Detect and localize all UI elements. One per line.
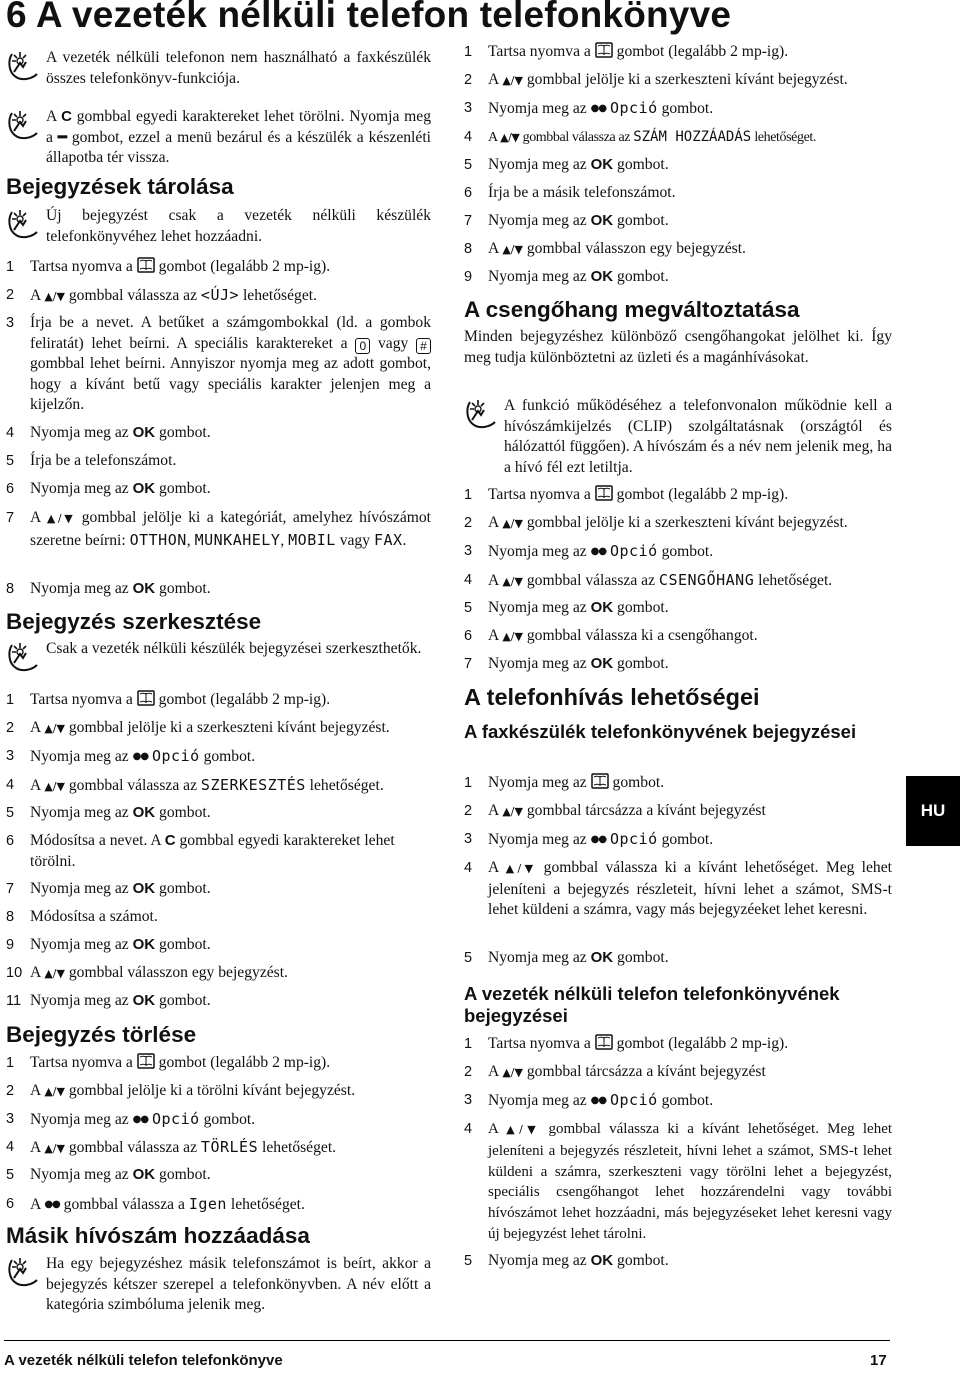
step: 7 Nyomja meg az OK gombot. (464, 655, 669, 672)
step: 2 A ▲/▼ gombbal jelölje ki a szerkeszteni kívánt bejegyzést. (464, 71, 848, 88)
phonebook-key-icon (137, 690, 155, 706)
step: 5 Nyomja meg az OK gombot. (6, 804, 211, 821)
two-dot-softkey-icon: ●● (132, 1114, 149, 1125)
section-heading: Bejegyzés törlése (6, 1022, 197, 1047)
up-down-arrow-icon: ▲/▼ (502, 517, 523, 530)
step: 4 A ▲/▼ gombbal válassza ki a kívánt lehetőséget. Meg lehet jeleníteni a bejegyzés részleteit, hívni lehet a számot, SMS-t lehet küldeni a számra, szerkeszteni vagy törölni lehet a bejegyzést, speciális csengőhangot lehet hozzárendelni vagy további hívószámot lehet hozzáadni, más bejegyzéseket lehet keresni vagy új bejegyzést lehet tárolni. (464, 1121, 893, 1242)
section-heading: Bejegyzés szerkesztése (6, 609, 262, 634)
lightbulb-hand-icon (6, 208, 40, 240)
step: 3 Nyomja meg az ●● Opció gombot. (6, 1110, 256, 1128)
step: 4 A ▲/▼ gombbal válassza az SZERKESZTÉS lehetőséget. (6, 776, 384, 794)
lightbulb-hand-icon (6, 1256, 40, 1288)
step: 5 Nyomja meg az OK gombot. (464, 1252, 669, 1269)
up-down-arrow-icon: ▲/▼ (44, 967, 65, 980)
two-dot-softkey-icon: ●● (44, 1199, 60, 1210)
step: 6 A ●● gombbal válassza a Igen lehetőséget. (6, 1195, 305, 1213)
section-heading: Bejegyzések tárolása (6, 174, 234, 199)
two-dot-softkey-icon: ●● (590, 834, 607, 845)
subsection-heading: A vezeték nélküli telefon telefonkönyvének bejegyzései (464, 983, 840, 1026)
end-call-icon: ━ (57, 128, 67, 146)
lightbulb-hand-icon (6, 641, 40, 673)
tip-box: Új bejegyzést csak a vezeték nélküli készülék telefonkönyvéhez lehet hozzáadni. (6, 206, 431, 247)
step: 3 Nyomja meg az ●● Opció gombot. (464, 1091, 714, 1109)
c-key-icon: C (61, 108, 72, 125)
phonebook-key-icon (595, 1034, 613, 1050)
step: 7 Nyomja meg az OK gombot. (464, 212, 669, 229)
menu-item: <ÚJ> (200, 286, 240, 304)
section-heading: A csengőhang megváltoztatása (464, 297, 800, 322)
step: 8 Nyomja meg az OK gombot. (6, 580, 211, 597)
step: 1 Tartsa nyomva a gombot (legalább 2 mp-ig). (464, 43, 789, 60)
phonebook-key-icon (137, 257, 155, 273)
up-down-arrow-icon: ▲/▼ (44, 722, 65, 735)
up-down-arrow-icon: ▲/▼ (502, 630, 523, 643)
up-down-arrow-icon: ▲/▼ (502, 243, 523, 256)
step: 6 A ▲/▼ gombbal válassza ki a csengőhangot. (464, 627, 758, 644)
step: 2 A ▲/▼ gombbal jelölje ki a szerkeszteni kívánt bejegyzést. (6, 719, 390, 736)
language-tab: HU (906, 776, 960, 846)
up-down-arrow-icon: ▲/▼ (44, 1085, 65, 1098)
phonebook-key-icon (595, 485, 613, 501)
up-down-arrow-icon: ▲/▼ (502, 805, 523, 818)
step: 1 Tartsa nyomva a gombot (legalább 2 mp-ig). (6, 691, 331, 708)
two-dot-softkey-icon: ●● (590, 1095, 607, 1106)
up-down-arrow-icon: ▲/▼ (46, 512, 76, 525)
up-down-arrow-icon: ▲/▼ (502, 1066, 523, 1079)
tip-box: Csak a vezeték nélküli készülék bejegyzései szerkeszthetők. (6, 639, 431, 660)
page-number: 17 (870, 1352, 887, 1369)
step: 2 A ▲/▼ gombbal tárcsázza a kívánt bejegyzést (464, 1063, 766, 1080)
step: 5 Nyomja meg az OK gombot. (464, 949, 669, 966)
two-dot-softkey-icon: ●● (590, 103, 607, 114)
step: 4 A ▲/▼ gombbal válassza az SZÁM HOZZÁADÁS lehetőséget. (464, 129, 816, 145)
step: 5 Nyomja meg az OK gombot. (6, 1166, 211, 1183)
step: 6 Írja be a másik telefonszámot. (464, 184, 676, 201)
lightbulb-hand-icon (464, 398, 498, 430)
step: 3 Nyomja meg az ●● Opció gombot. (464, 99, 714, 117)
step: 7 Nyomja meg az OK gombot. (6, 880, 211, 897)
step: 5 Nyomja meg az OK gombot. (464, 156, 669, 173)
section-heading: Másik hívószám hozzáadása (6, 1223, 310, 1248)
up-down-arrow-icon: ▲/▼ (506, 1123, 541, 1136)
step: 11 Nyomja meg az OK gombot. (6, 992, 211, 1009)
step: 3 Nyomja meg az ●● Opció gombot. (6, 747, 256, 765)
subsection-heading: A faxkészülék telefonkönyvének bejegyzései (464, 721, 857, 742)
step: 6 Módosítsa a nevet. A C gombbal egyedi karaktereket lehet törölni. (6, 832, 395, 870)
phonebook-key-icon (595, 42, 613, 58)
step: 4 A ▲/▼ gombbal válassza az TÖRLÉS lehetőséget. (6, 1138, 337, 1156)
step: 5 Írja be a telefonszámot. (6, 452, 177, 469)
step: 6 Nyomja meg az OK gombot. (6, 480, 211, 497)
lightbulb-hand-icon (6, 50, 40, 82)
lightbulb-hand-icon (6, 109, 40, 141)
up-down-arrow-icon: ▲/▼ (44, 1142, 65, 1155)
up-down-arrow-icon: ▲/▼ (505, 862, 537, 875)
step: 9 Nyomja meg az OK gombot. (464, 268, 669, 285)
page-title: 6 A vezeték nélküli telefon telefonkönyve (6, 0, 732, 35)
up-down-arrow-icon: ▲/▼ (44, 290, 65, 303)
up-down-arrow-icon: ▲/▼ (500, 131, 520, 144)
step: 1 Tartsa nyomva a gombot (legalább 2 mp-ig). (464, 1035, 789, 1052)
up-down-arrow-icon: ▲/▼ (502, 575, 523, 588)
step: 2 A ▲/▼ gombbal jelölje ki a szerkeszteni kívánt bejegyzést. (464, 514, 848, 531)
footer-title: A vezeték nélküli telefon telefonkönyve (4, 1352, 283, 1369)
phonebook-key-icon (137, 1053, 155, 1069)
tip-text: A vezeték nélküli telefonon nem használható a faxkészülék összes telefonkönyv-funkciója. (46, 49, 431, 87)
section-heading: A telefonhívás lehetőségei (464, 684, 760, 710)
step: 8 Módosítsa a számot. (6, 908, 158, 925)
tip-box (6, 48, 431, 89)
tip-box: Ha egy bejegyzéshez másik telefonszámot is beírt, akkor a bejegyzés kétszer szerepel a telefonkönyvben. A név előtt a kategória szimbóluma jelenik meg. (6, 1254, 431, 1316)
up-down-arrow-icon: ▲/▼ (44, 780, 65, 793)
step: 2 A ▲/▼ gombbal válassza az <ÚJ> lehetőséget. (6, 286, 317, 304)
step: 3 Nyomja meg az ●● Opció gombot. (464, 542, 714, 560)
step: 5 Nyomja meg az OK gombot. (464, 599, 669, 616)
step: 3 Nyomja meg az ●● Opció gombot. (464, 830, 714, 848)
step: 2 A ▲/▼ gombbal jelölje ki a törölni kívánt bejegyzést. (6, 1082, 356, 1099)
step: 8 A ▲/▼ gombbal válasszon egy bejegyzést. (464, 240, 746, 257)
step: 1 Tartsa nyomva a gombot (legalább 2 mp-ig). (464, 486, 789, 503)
step: 1 Nyomja meg az gombot. (464, 774, 665, 791)
step: 3 Írja be a nevet. A betűket a számgombokkal (ld. a gombok feliratát) lehet beírni. A speciális karaktereket a 0 vagy # gombbal lehet beírni. Annyiszor nyomja meg az adott gombot, hogy a kívánt betű vagy speciális karakter jelenjen meg a kijelzőn. (6, 314, 431, 413)
phonebook-key-icon (591, 773, 609, 789)
hash-key-icon: # (416, 338, 431, 354)
up-down-arrow-icon: ▲/▼ (502, 74, 523, 87)
two-dot-softkey-icon: ●● (132, 751, 149, 762)
step: 4 Nyomja meg az OK gombot. (6, 424, 211, 441)
step: 4 A ▲/▼ gombbal válassza ki a kívánt lehetőséget. Meg lehet jeleníteni a bejegyzés részleteit, hívni lehet a számot, SMS-t lehet küldeni a számra, vagy más bejegyzéeket lehet keresni. (464, 859, 892, 918)
tip-box: A C gombbal egyedi karaktereket lehet törölni. Nyomja meg a ━ gombot, ezzel a menü bezárul és a készülék a készenléti állapotba tér vissza. (6, 107, 431, 169)
step: 4 A ▲/▼ gombbal válassza az CSENGŐHANG lehetőséget. (464, 571, 833, 589)
tip-box: A funkció működéséhez a telefonvonalon működnie kell a hívószámkijelzés (CLIP) szolgáltatásnak (országtól és hálózattól függően). A hívószám és a név nem jelenik meg, ha a hívó fél ezt letiltja. (464, 396, 892, 478)
paragraph: Minden bejegyzéshez különböző csengőhangokat jelölhet ki. Így meg tudja különböztetni az üzleti és a magánhívásokat. (464, 328, 892, 366)
step: 7 A ▲/▼ gombbal jelölje ki a kategóriát, amelyhez hívószámot szeretne beírni: OTTHON, MUNKAHELY, MOBIL vagy FAX. (6, 509, 432, 549)
two-dot-softkey-icon: ●● (590, 546, 607, 557)
footer-divider (4, 1340, 890, 1341)
step: 2 A ▲/▼ gombbal tárcsázza a kívánt bejegyzést (464, 802, 766, 819)
step: 9 Nyomja meg az OK gombot. (6, 936, 211, 953)
zero-key-icon: 0 (355, 338, 370, 354)
step: 1 Tartsa nyomva a gombot (legalább 2 mp-ig). (6, 1054, 331, 1071)
c-key-icon: C (164, 832, 176, 849)
step: 1 Tartsa nyomva a gombot (legalább 2 mp-ig). (6, 258, 331, 275)
step: 10 A ▲/▼ gombbal válasszon egy bejegyzést. (6, 964, 288, 981)
